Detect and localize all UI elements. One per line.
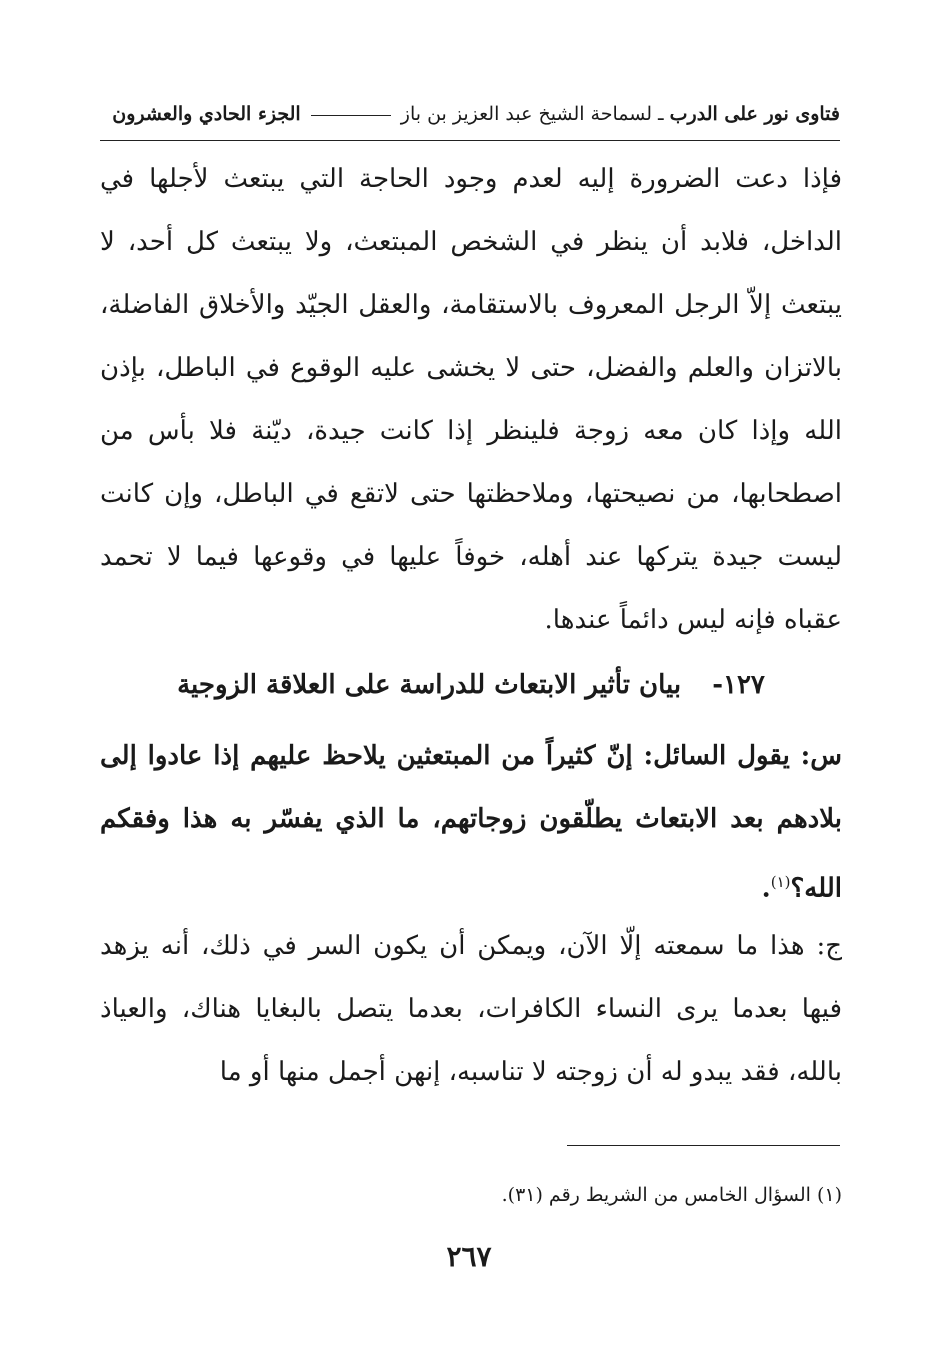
page-number: ٢٦٧ (446, 1240, 492, 1273)
running-header (100, 96, 840, 132)
section-number: ١٢٧- (712, 670, 765, 700)
footnote-reference: (١) (770, 873, 791, 891)
section-title: بيان تأثير الابتعاث للدراسة على العلاقة الزوجية (177, 670, 682, 700)
answer-paragraph: ج: هذا ما سمعته إلّا الآن، ويمكن أن يكون السر في ذلك، أنه يزهد فيها بعدما يرى النساء الكافرات، بعدما يتصل بالبغايا هناك، والعياذ بالله، فقد يبدو له أن زوجته لا تناسبه، إنهن أجمل منها أو ما (100, 931, 842, 1087)
book-title: فتاوى نور على الدرب (669, 103, 840, 125)
section-heading (100, 655, 842, 715)
header-dash (311, 115, 391, 116)
body-paragraph: فإذا دعت الضرورة إليه لعدم وجود الحاجة التي يبتعث لأجلها في الداخل، فلابد أن ينظر في الشخص المبتعث، ولا يبتعث كل أحد، لا يبتعث إلاّ الرجل المعروف بالاستقامة، والعقل الجيّد والأخلاق الفاضلة، بالاتزان والعلم والفضل، حتى لا يخشى عليه الوقوع في الباطل، بإذن الله وإذا كان معه زوجة فلينظر إذا كانت جيدة، ديّنة فلا بأس من اصطحابها، من نصيحتها، وملاحظتها حتى لاتقع في الباطل، وإن كانت ليست جيدة يتركها عند أهله، خوفاً عليها في وقوعها فيما لا تحمد عقباه فإنه ليس دائماً عندها. (100, 164, 842, 635)
author-line: ـ لسماحة الشيخ عبد العزيز بن باز (400, 103, 664, 125)
header-rule (100, 140, 840, 141)
question-paragraph (100, 725, 842, 921)
footnote-rule (567, 1145, 840, 1146)
footnote: (١) السؤال الخامس من الشريط رقم (٣١). (501, 1184, 842, 1206)
question-end: . (761, 873, 771, 904)
volume-part: الجزء الحادي والعشرون (112, 103, 301, 125)
question-text: س: يقول السائل: إنّ كثيراً من المبتعثين يلاحظ عليهم إذا عادوا إلى بلادهم بعد الابتعاث يطلّقون زوجاتهم، ما الذي يفسّر به هذا وفقكم الله؟ (100, 741, 842, 904)
